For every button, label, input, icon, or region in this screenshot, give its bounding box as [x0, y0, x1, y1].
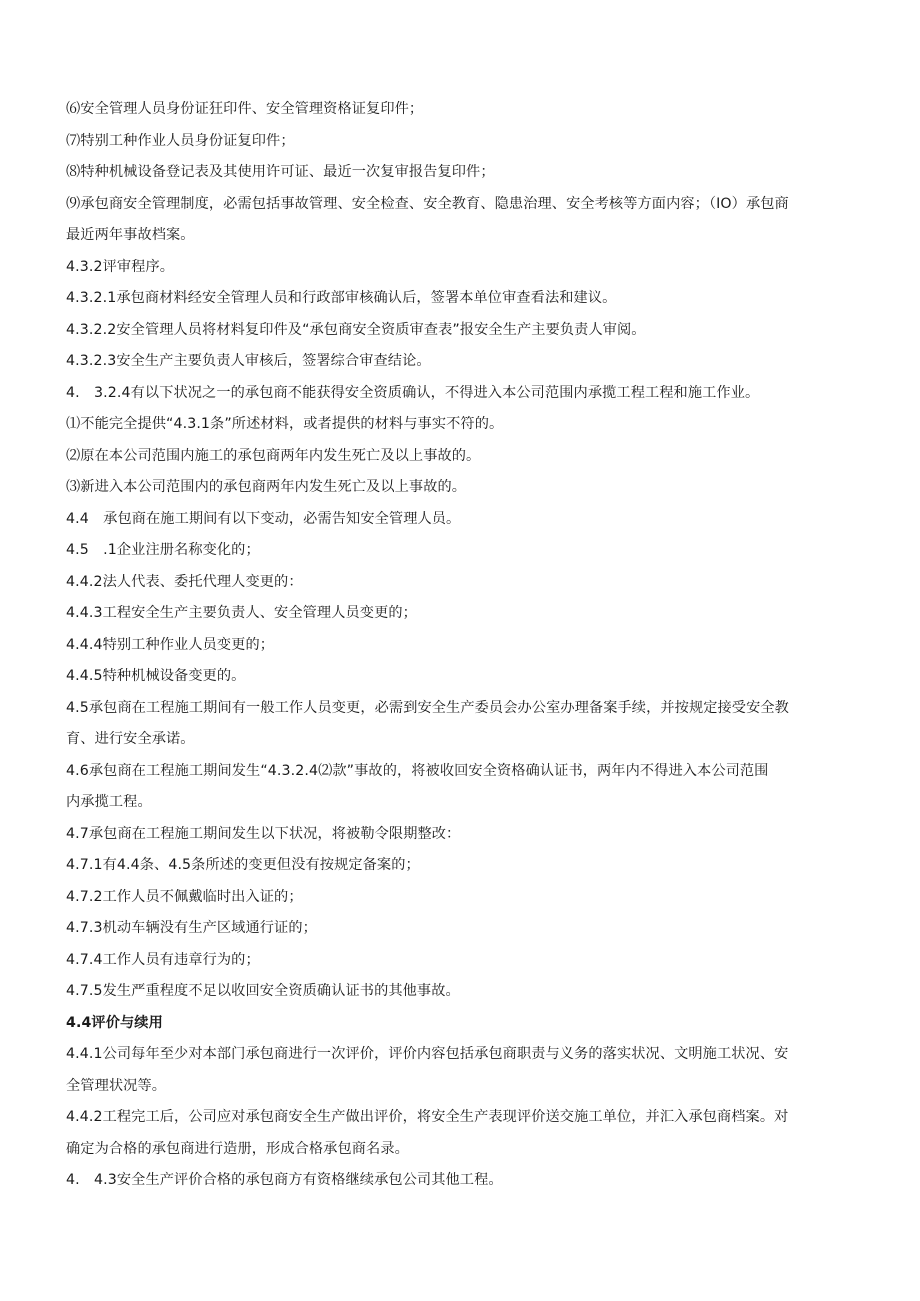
paragraph-line: ⑼承包商安全管理制度，必需包括事故管理、安全检查、安全教育、隐患治理、安全考核等方面内容；（IO）承包商: [66, 195, 789, 212]
paragraph-line: 4. 4.3安全生产评价合格的承包商方有资格继续承包公司其他工程。: [66, 1172, 503, 1188]
paragraph-line: 4.3.2.1承包商材料经安全管理人员和行政部审核确认后，签署本单位审查看法和建议。: [66, 290, 617, 306]
paragraph-line: 4. 3.2.4有以下状况之一的承包商不能获得安全资质确认，不得进入本公司范围内承揽工程工程和施工作业。: [66, 384, 760, 401]
paragraph-line: 育、进行安全承诺。: [66, 731, 195, 747]
paragraph-line: 4.6承包商在工程施工期间发生“4.3.2.4⑵款”事故的，将被收回安全资格确认证书，两年内不得进入本公司范围: [66, 762, 769, 779]
list-item: 4.7.5发生严重程度不足以收回安全资质确认证书的其他事故。: [66, 983, 460, 999]
paragraph-line: 4.5承包商在工程施工期间有一般工作人员变更，必需到安全生产委员会办公室办理备案手续，并按规定接受安全教: [66, 699, 789, 716]
paragraph-line: 4.4.1公司每年至少对本部门承包商进行一次评价，评价内容包括承包商职责与义务的落实状况、文明施工状况、安: [66, 1046, 789, 1062]
list-item: ⑺特别工种作业人员身份证复印件；: [66, 132, 295, 149]
list-item: ⑴不能完全提供“4.3.1条”所述材料，或者提供的材料与事实不符的。: [66, 416, 504, 432]
list-item: 4.4.5特种机械设备变更的。: [66, 668, 246, 684]
paragraph-line: 4.4.2工程完工后，公司应对承包商安全生产做出评价，将安全生产表现评价送交施工单位，并汇入承包商档案。对: [66, 1109, 789, 1125]
list-item: ⑹安全管理人员身份证狂印件、安全管理资格证复印件；: [66, 101, 424, 117]
paragraph-line: 4.3.2.2安全管理人员将材料复印件及“承包商安全资质审查表”报安全生产主要负责人审阅。: [66, 321, 646, 338]
paragraph-line: 4.3.2.3安全生产主要负责人审核后，签署综合审查结论。: [66, 353, 431, 369]
paragraph-line: 全管理状况等。: [66, 1077, 167, 1094]
list-item: 4.7.3机动车辆没有生产区域通行证的；: [66, 920, 317, 936]
list-item: 4.4.3工程安全生产主要负责人、安全管理人员变更的；: [66, 605, 417, 621]
list-item: 4.4.4特别工种作业人员变更的；: [66, 636, 275, 653]
paragraph-line: 最近两年事故档案。: [66, 227, 195, 243]
list-item: 4.4.2法人代表、委托代理人变更的：: [66, 573, 303, 590]
list-item: 4.5 .1企业注册名称变化的；: [66, 542, 260, 558]
paragraph-line: 内承揽工程。: [66, 794, 152, 810]
list-item: ⑻特种机械设备登记表及其使用许可证、最近一次复审报告复印件；: [66, 164, 495, 180]
paragraph-line: 确定为合格的承包商进行造册，形成合格承包商名录。: [66, 1140, 409, 1157]
document-body: [66, 94, 856, 1197]
section-heading: 4.4评价与续用: [66, 1014, 163, 1031]
list-item: 4.7.2工作人员不佩戴临时出入证的；: [66, 888, 303, 905]
list-item: 4.7.1有4.4条、4.5条所述的变更但没有按规定备案的；: [66, 857, 420, 873]
list-item: 4.7.4工作人员有违章行为的；: [66, 951, 260, 968]
paragraph-line: 4.7承包商在工程施工期间发生以下状况，将被勒令限期整改：: [66, 825, 461, 842]
list-item: ⑶新进入本公司范围内的承包商两年内发生死亡及以上事故的。: [66, 479, 467, 495]
paragraph-line: 4.4 承包商在施工期间有以下变动，必需告知安全管理人员。: [66, 510, 461, 527]
list-item: ⑵原在本公司范围内施工的承包商两年内发生死亡及以上事故的。: [66, 447, 481, 464]
section-heading: 4.3.2评审程序。: [66, 258, 175, 275]
